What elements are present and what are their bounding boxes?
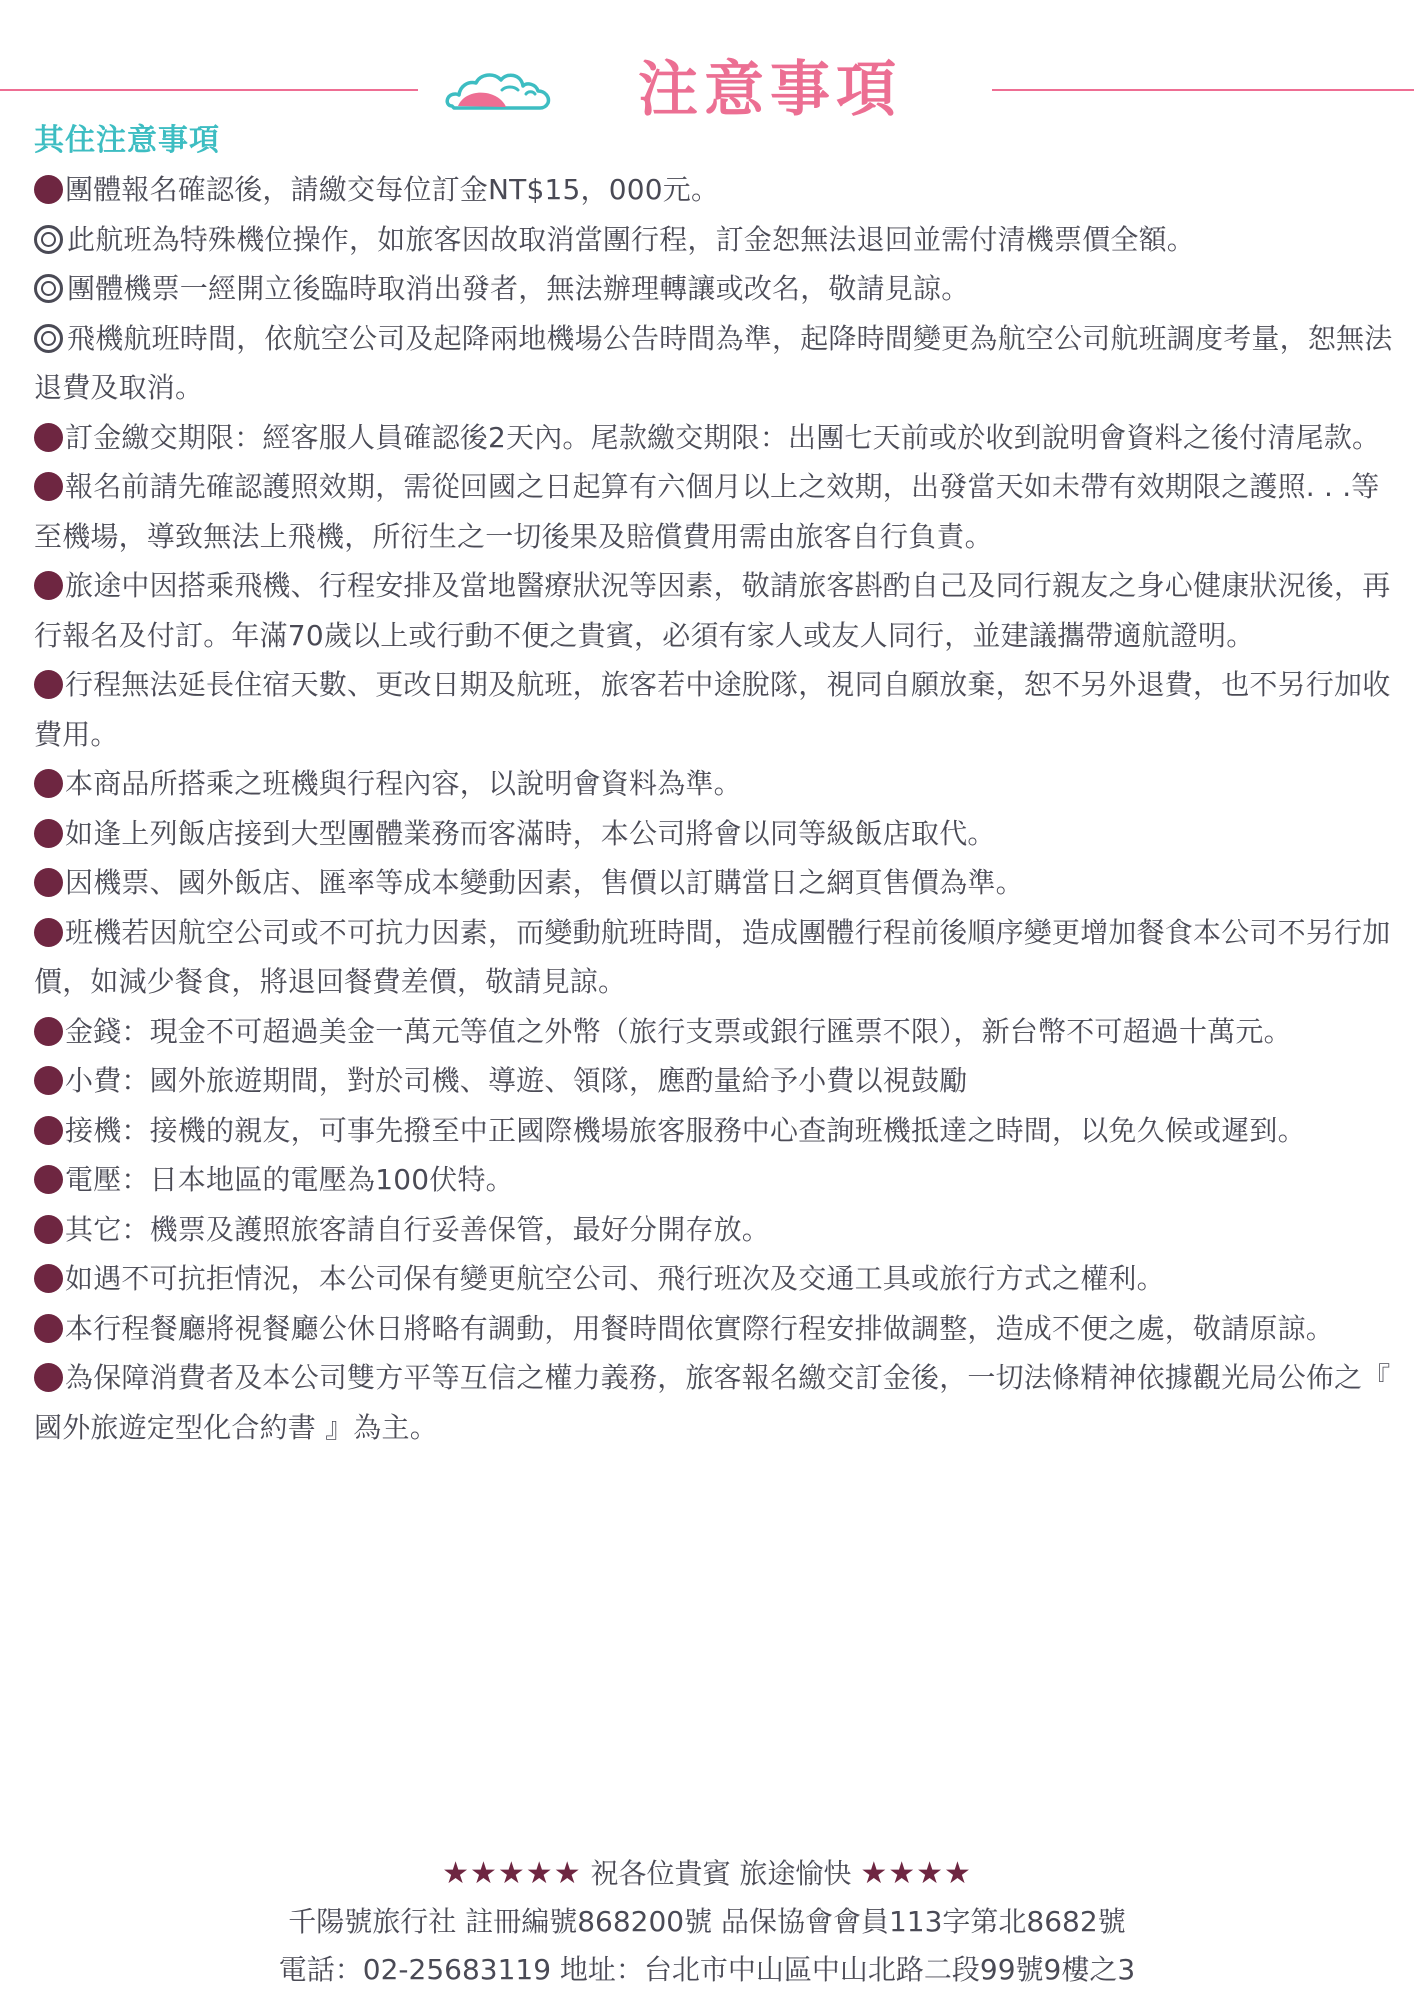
note-item bbox=[34, 314, 1394, 413]
note-text: 其它：機票及護照旅客請自行妥善保管，最好分開存放。 bbox=[65, 1212, 771, 1246]
note-text: 飛機航班時間，依航空公司及起降兩地機場公告時間為準，起降時間變更為航空公司航班調度考量，恕無法退費及取消。 bbox=[34, 321, 1393, 404]
note-item bbox=[34, 660, 1394, 759]
stars-right-icon: ★★★★ bbox=[860, 1856, 972, 1891]
note-item bbox=[34, 215, 1394, 265]
bullet-dot-icon bbox=[34, 918, 63, 947]
note-text: 班機若因航空公司或不可抗力因素，而變動航班時間，造成團體行程前後順序變更增加餐食本公司不另行加價，如減少餐食，將退回餐費差價，敬請見諒。 bbox=[34, 915, 1391, 998]
note-item bbox=[34, 264, 1394, 314]
note-item bbox=[34, 1056, 1394, 1106]
header-divider-left bbox=[0, 89, 418, 91]
footer-greeting: 祝各位貴賓 旅途愉快 bbox=[590, 1857, 852, 1890]
footer-agency: 千陽號旅行社 註冊編號868200號 品保協會會員113字第北8682號 bbox=[288, 1905, 1126, 1938]
note-text: 本商品所搭乘之班機與行程內容，以說明會資料為準。 bbox=[65, 767, 742, 800]
note-text: 如逢上列飯店接到大型團體業務而客滿時，本公司將會以同等級飯店取代。 bbox=[65, 816, 996, 850]
note-text: 電壓：日本地區的電壓為100伏特。 bbox=[65, 1163, 514, 1196]
note-item bbox=[34, 858, 1394, 908]
sleeping-cloud-icon bbox=[444, 60, 554, 116]
bullet-circle-icon bbox=[34, 274, 63, 303]
note-text: 為保障消費者及本公司雙方平等互信之權力義務，旅客報名繳交訂金後，一切法條精神依據觀光局公佈之『 國外旅遊定型化合約書 』為主。 bbox=[34, 1361, 1391, 1444]
bullet-dot-icon bbox=[34, 1066, 63, 1095]
bullet-dot-icon bbox=[34, 1116, 63, 1145]
bullet-dot-icon bbox=[34, 1264, 63, 1293]
footer-contact: 電話：02-25683119 地址：台北市中山區中山北路二段99號9樓之3 bbox=[278, 1953, 1136, 1986]
bullet-dot-icon bbox=[34, 769, 63, 798]
notes-list bbox=[34, 165, 1394, 1452]
note-item bbox=[34, 1304, 1394, 1354]
note-text: 團體機票一經開立後臨時取消出發者，無法辦理轉讓或改名，敬請見諒。 bbox=[67, 272, 970, 305]
bullet-dot-icon bbox=[34, 1363, 63, 1392]
bullet-dot-icon bbox=[34, 1215, 63, 1244]
note-item bbox=[34, 561, 1394, 660]
footer-greeting-line bbox=[0, 1850, 1414, 1898]
stars-left-icon: ★★★★★ bbox=[442, 1856, 582, 1891]
header-divider-right bbox=[992, 89, 1414, 91]
note-item bbox=[34, 165, 1394, 215]
bullet-dot-icon bbox=[34, 472, 63, 501]
note-item bbox=[34, 1205, 1394, 1255]
note-item bbox=[34, 908, 1394, 1007]
note-text: 本行程餐廳將視餐廳公休日將略有調動，用餐時間依實際行程安排做調整，造成不便之處，敬請原諒。 bbox=[65, 1311, 1335, 1345]
note-item bbox=[34, 1155, 1394, 1205]
note-item bbox=[34, 1353, 1394, 1452]
note-text: 訂金繳交期限：經客服人員確認後2天內。尾款繳交期限：出團七天前或於收到說明會資料之後付清尾款。 bbox=[65, 420, 1381, 454]
notes-content bbox=[34, 121, 1394, 1452]
note-item bbox=[34, 1106, 1394, 1156]
bullet-dot-icon bbox=[34, 1017, 63, 1046]
page-footer bbox=[0, 1850, 1414, 1994]
note-text: 金錢：現金不可超過美金一萬元等值之外幣（旅行支票或銀行匯票不限），新台幣不可超過十萬元。 bbox=[65, 1014, 1292, 1048]
bullet-dot-icon bbox=[34, 670, 63, 699]
bullet-dot-icon bbox=[34, 423, 63, 452]
note-text: 團體報名確認後，請繳交每位訂金NT$15，000元。 bbox=[65, 173, 720, 206]
note-item bbox=[34, 462, 1394, 561]
note-text: 此航班為特殊機位操作，如旅客因故取消當團行程，訂金恕無法退回並需付清機票價全額。 bbox=[67, 222, 1196, 256]
note-text: 行程無法延長住宿天數、更改日期及航班，旅客若中途脫隊，視同自願放棄，恕不另外退費，也不另行加收費用。 bbox=[34, 668, 1391, 751]
bullet-dot-icon bbox=[34, 868, 63, 897]
bullet-dot-icon bbox=[34, 819, 63, 848]
note-text: 報名前請先確認護照效期，需從回國之日起算有六個月以上之效期，出發當天如未帶有效期限之護照. . .等至機場，導致無法上飛機，所衍生之一切後果及賠償費用需由旅客自行負責。 bbox=[34, 470, 1380, 553]
bullet-circle-icon bbox=[34, 225, 63, 254]
note-item bbox=[34, 413, 1394, 463]
note-item bbox=[34, 1254, 1394, 1304]
bullet-circle-icon bbox=[34, 324, 63, 353]
note-text: 接機：接機的親友，可事先撥至中正國際機場旅客服務中心查詢班機抵達之時間，以免久候或遲到。 bbox=[65, 1113, 1306, 1147]
bullet-dot-icon bbox=[34, 571, 63, 600]
note-item bbox=[34, 759, 1394, 809]
bullet-dot-icon bbox=[34, 1165, 63, 1194]
note-text: 小費：國外旅遊期間，對於司機、導遊、領隊，應酌量給予小費以視鼓勵 bbox=[65, 1064, 968, 1097]
section-title: 其住注意事項 bbox=[34, 123, 220, 158]
note-item bbox=[34, 809, 1394, 859]
note-text: 因機票、國外飯店、匯率等成本變動因素，售價以訂購當日之網頁售價為準。 bbox=[65, 866, 1024, 899]
note-text: 旅途中因搭乘飛機、行程安排及當地醫療狀況等因素，敬請旅客斟酌自己及同行親友之身心健康狀況後，再行報名及付訂。年滿70歲以上或行動不便之貴賓，必須有家人或友人同行，並建議攜帶適航證明。 bbox=[34, 569, 1391, 652]
bullet-dot-icon bbox=[34, 175, 63, 204]
page-header bbox=[0, 40, 1414, 130]
note-item bbox=[34, 1007, 1394, 1057]
note-text: 如遇不可抗拒情況，本公司保有變更航空公司、飛行班次及交通工具或旅行方式之權利。 bbox=[65, 1262, 1165, 1295]
page-title: 注意事項 bbox=[638, 55, 902, 125]
bullet-dot-icon bbox=[34, 1314, 63, 1343]
